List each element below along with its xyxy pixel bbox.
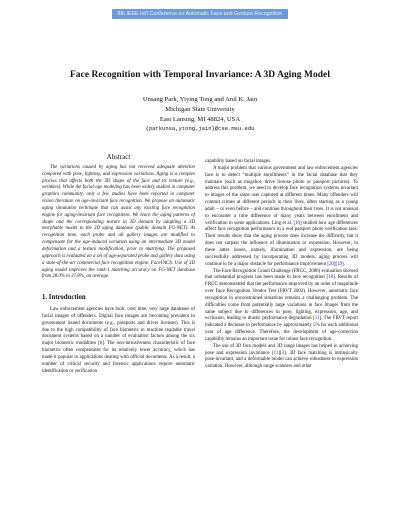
right-paragraph-0: capability based on facial images. bbox=[205, 159, 272, 164]
citation-link[interactable]: 11 bbox=[314, 316, 320, 322]
right-text-2a: The Face Recognition Grand Challenge (FRGC, 2006) evaluation showed that substantial progress has been made in face recognition [ bbox=[205, 268, 358, 281]
author-email: {parkunsa,ytong,jain}@cse.msu.edu bbox=[145, 125, 255, 133]
intro-text-1: Law enforcement agencies have built, over time, very large databases of facial images of offenders. Digital face images are becoming prevalent in government issued documents (e.g., passports and driver licenses). This is due to the high compatibility of face biometric in machine readable travel document systems based on a number of evaluation factors among the six major biometric modalities [ bbox=[42, 307, 195, 347]
intro-paragraph bbox=[42, 307, 195, 375]
conference-banner bbox=[0, 4, 400, 24]
author-address: East Lansing, MI 48824, USA bbox=[159, 115, 241, 123]
conference-banner-text: 8th IEEE Int'l Conference on Automatic Face and Gesture Recognition bbox=[112, 9, 289, 19]
author-affiliation: Michigan State University bbox=[165, 105, 235, 113]
right-paragraph-3 bbox=[205, 344, 358, 371]
abstract-heading: Abstract bbox=[106, 153, 131, 161]
right-text-1c: ][ bbox=[333, 261, 338, 267]
citation-link[interactable]: 3 bbox=[281, 350, 285, 356]
citation-link[interactable]: 19 bbox=[337, 261, 343, 267]
right-paragraph-1 bbox=[205, 166, 358, 269]
right-paragraph-2 bbox=[205, 269, 358, 344]
left-column bbox=[42, 154, 195, 375]
paper-title: Face Recognition with Temporal Invariance: A 3D Aging Model bbox=[69, 70, 331, 80]
intro-heading: 1. Introduction bbox=[42, 294, 86, 302]
right-text-3a: The use of 3D face models and 3D range images has helped in achieving pose and expression invariance [ bbox=[205, 343, 358, 356]
right-text-1a: A major problem that various government and law enforcement agencies face is to detect “multiple enrollments” in the facial database that they maintain (such as mugshot, drive license photo or passport pictures). To address this problem, we need to develop face recognition systems invariant to images of the same user captured at different times. Many offenders will commit crimes at different periods in their lives, often starting as a young adult – or even before – and continue throughout their lives. It is not unusual to encounter a time difference of many years between enrollment and verification in some applications. Ling et al. [ bbox=[205, 165, 358, 226]
citation-link[interactable]: 8 bbox=[99, 341, 103, 347]
intro-text-2: ]. The non-intrusiveness characteristic of face biometric often compensates for its relatively lower accuracy, which has made it popular in applications dealing with official documents. As a result, a number of critical security and forensic applications require automatic identification or verification bbox=[42, 341, 195, 374]
right-text-2b: ]. Results of FRGC demonstrated that the performance improved by an order of magnitude over Face Recognition Vendor Test (FRVT 2002). However, automatic face recognition in unconstrained situations remains a challenging problem. The difficulties come from potentially large variations in face images from the same subject due to differences in pose, lighting, expression, age, and occlusion, leading to drastic performance degradation [ bbox=[205, 275, 358, 322]
citation-link[interactable]: 10 bbox=[295, 220, 300, 226]
author-names: Unsang Park, Yiying Tong and Anil K. Jain bbox=[142, 96, 258, 103]
citation-link[interactable]: 18 bbox=[328, 275, 334, 281]
right-text-1b: ] studied how age differences affect face recognition performance in a real passport photo verification task. Their results show that the aging process does increase the difficulty, but it does not surpass the influence of illumination or expression. However, in these latter issues, namely, illumination and expression, are being successfully addressed by incorporating 3D models, aging process will continue to be a major obstacle for performance improvement [ bbox=[205, 220, 358, 267]
right-text-2c: ]. The FRVT report indicated a decrease in performance by approximately 5% for each additional year of age difference. Therefore, the development of age-correction capability remains an important issue for robust face recognition. bbox=[205, 316, 358, 342]
citation-link[interactable]: 20 bbox=[328, 261, 334, 267]
right-text-3b: ][ bbox=[278, 350, 282, 356]
abstract-text: The variations caused by aging has not received adequate attention compared with pose, lighting, and expression variations. Aging is a complex process that affects both the 3D shape of the face and its texture (e.g., wrinkles). While the facial age modeling has been widely studied in computer graphics community, only a few studies have been reported in computer vision literature on age-invariant face recognition. We propose an automatic aging simulation technique that can assist any existing face recognition engine for aging-invariant face recognition. We learn the aging patterns of shape and the corresponding texture in 3D domain by adapting a 3D morphable model to the 2D aging database (public domain FG-NET). At recognition time, each probe and all gallery images are modified to compensate for the age-induced variation using an intermediate 3D model deformation and a texture modification, prior to matching. The proposed approach is evaluated on a set of age-separated probe and gallery data using a state-of-the-art commercial face recognition engine, FaceVACS. Use of 3D aging model improves the rank-1 matching accuracy on FG-NET database from 28.0% to 37.8%, on average. bbox=[42, 164, 195, 280]
right-text-1d: ]. bbox=[342, 261, 345, 267]
author-block bbox=[0, 95, 400, 134]
right-column bbox=[205, 159, 358, 371]
citation-link[interactable]: 11 bbox=[273, 350, 279, 356]
right-text-3c: ]. 3D face matching is intrinsically pose-invariant, and a deformable model can achieve robustness to expression variation. However, although range scanners and other bbox=[205, 350, 358, 370]
